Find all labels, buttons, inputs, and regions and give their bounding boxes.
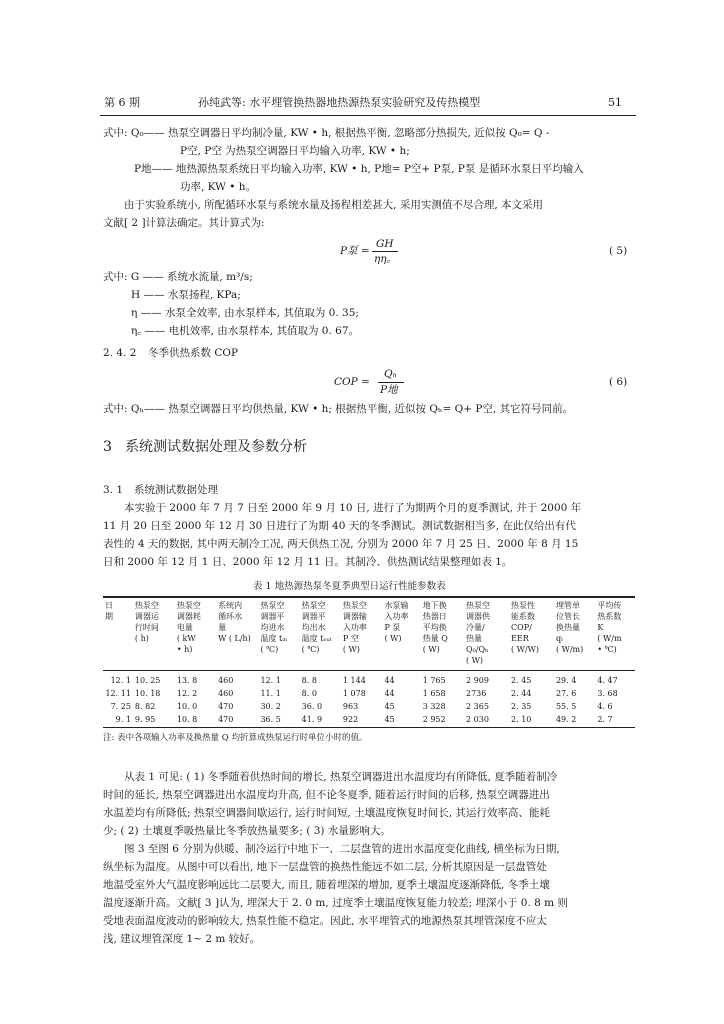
table-header-text: 循环水 (218, 612, 243, 621)
table-cell: 2. 10 (511, 715, 532, 724)
table-note: 注: 表中各项输入功率及换热量 Q 均折算成热泵运行时单位小时的值。 (103, 733, 368, 743)
table-cell: 1 144 (342, 676, 366, 685)
para5-line5: 受地表面温度波动的影响较大, 热泵性能不稳定。因此, 水平埋管式的地源热泵其埋管深度不应太 (103, 915, 547, 927)
table-cell: 11. 1 (260, 689, 281, 698)
table-header-text: 期 (105, 612, 113, 621)
table-header-text: ( W/m) (555, 645, 584, 654)
table-header-text: 调器运 (134, 612, 159, 621)
table-caption: 表 1 地热源热泵冬夏季典型日运行性能参数表 (253, 581, 446, 592)
table-header-text: ( W/m (597, 634, 622, 643)
eq5-number: ( 5) (609, 245, 628, 257)
table-cell: 2. 7 (597, 715, 613, 724)
table-header-text: 温度 tᵢₙ (260, 634, 288, 643)
table-header-text: EER (511, 634, 529, 643)
table-header-cell (258, 598, 299, 670)
table-cell: 44 (384, 689, 395, 698)
table-header-text: 调器平 (301, 612, 326, 621)
table-header-cell (595, 598, 635, 670)
table-header-text: K (597, 623, 604, 632)
table-header-text: P 泵 (384, 623, 401, 632)
table-header-text: ( kW (176, 634, 196, 643)
table-header-text: ( ℃) (260, 645, 279, 654)
table-cell: 4. 47 (597, 676, 618, 685)
para4-line2: 时间的延长, 热泵空调器进出水温度均升高, 但不论冬夏季, 随着运行时间的后移, 热泵空调器进出 (103, 789, 550, 801)
table-cell: 9. 95 (134, 715, 156, 724)
table-cell: 13. 8 (176, 676, 198, 685)
table-cell: 55. 5 (555, 702, 577, 711)
table-header-text: COP/ (511, 623, 532, 632)
table-header-text: 日 (105, 601, 113, 610)
table-header-text: 换热量 (555, 623, 580, 632)
table-cell: 10. 25 (134, 676, 161, 685)
table-row (103, 700, 635, 713)
running-header-title: 孙纯武等: 水平埋管换热器地热源热泵实验研究及传热模型 (198, 96, 481, 109)
para5-line6: 浅, 建议埋管深度 1~ 2 m 较好。 (103, 933, 261, 945)
running-header-issue: 第 6 期 (104, 96, 140, 109)
table-header-text: 入功率 (384, 612, 409, 621)
table-cell: 1 765 (422, 676, 446, 685)
table-header-text: 热器日 (422, 612, 447, 621)
table-header-text: • h) (176, 645, 193, 654)
table-header-text: 热泵性 (511, 601, 536, 610)
table-header-text: 埋管单 (555, 601, 580, 610)
subsection31-title: 系统测试数据处理 (134, 484, 218, 496)
eq6-number: ( 6) (609, 376, 628, 388)
table-header-cell (133, 598, 175, 670)
table-cell: 8. 82 (134, 702, 156, 711)
table-cell: 10. 18 (134, 689, 161, 698)
table-header-text: P 空 (342, 634, 359, 643)
table-cell: 10. 0 (176, 702, 198, 711)
table-header-text: 平均换 (422, 623, 447, 632)
table-header-text: ( W/W) (511, 645, 539, 654)
para3-line3: 表性的 4 天的数据, 其中两天制冷工况, 两天供热工况, 分别为 2000 年 7 月 25 日、2000 年 8 月 15 (103, 538, 579, 550)
table-header-row (103, 598, 635, 670)
table-header-text: ( h) (134, 634, 149, 643)
table-cell: 7. 25 (110, 702, 131, 711)
table-header-text: 行时间 (134, 623, 159, 632)
table-cell: 470 (218, 702, 234, 711)
table-header-text: 系统内 (218, 601, 243, 610)
table-cell: 2. 35 (511, 702, 532, 711)
table-header-text: • ℃) (597, 645, 617, 654)
table-cell: 44 (384, 676, 395, 685)
para1-line4: 功率, KW • h。 (180, 181, 257, 193)
table-header-text: ( ℃) (301, 645, 320, 654)
eq5-lhs: P泵 = (340, 245, 370, 257)
table-header-text: 平均传 (597, 601, 622, 610)
eq5-denominator: ηη꜀ (374, 253, 391, 265)
table-header-text: 热泵空 (260, 601, 285, 610)
eq6-denominator: P地 (380, 384, 398, 396)
table-header-cell (509, 598, 554, 670)
section-number: 3 (103, 439, 112, 455)
table-header-cell (382, 598, 420, 670)
table-header-text: 调器供 (466, 612, 490, 621)
table-header-text: ( W) (466, 656, 484, 665)
table-cell: 1 078 (342, 689, 366, 698)
table-header-text: W ( L/h) (218, 634, 251, 643)
table-header-text: ( W) (422, 645, 440, 654)
table-cell: 8. 8 (301, 676, 317, 685)
table-cell: 41. 9 (301, 715, 323, 724)
table-header-cell (554, 598, 595, 670)
table-header-text: 均出水 (301, 623, 326, 632)
para5-line3: 地温受室外大气温度影响远比二层要大, 而且, 随着埋深的增加, 夏季土壤温度逐渐降低, 冬季土壤 (103, 879, 550, 891)
performance-table (103, 598, 635, 726)
table-cell: 12. 11 (105, 689, 131, 698)
table-header-text: 水泵输 (384, 601, 409, 610)
para4-line4: 少; ( 2) 土壤夏季吸热量比冬季放热量要多; ( 3) 水量影响大。 (103, 825, 391, 837)
table-cell: 8. 0 (301, 689, 317, 698)
para1-line2: P空, P空 为热泵空调器日平均输入功率, KW • h; (180, 145, 410, 157)
table-cell: 3. 68 (597, 689, 618, 698)
subsection-number: 2. 4. 2 (103, 347, 137, 359)
para1-line6: 文献[ 2 ]计算法确定。其计算式为: (103, 217, 265, 229)
table-cell: 3 328 (422, 702, 446, 711)
table-cell: 2. 44 (511, 689, 532, 698)
table-header-text: ( W) (384, 634, 402, 643)
table-header-text: 温度 tₒᵤₜ (301, 634, 332, 643)
table-cell: 460 (218, 689, 234, 698)
table-cell: 30. 2 (260, 702, 281, 711)
table-cell: 922 (342, 715, 359, 724)
table-body (103, 670, 635, 726)
table-cell: 2 030 (466, 715, 489, 724)
para5-line2: 纵坐标为温度。从图中可以看出, 地下一层盘管的换热性能远不如二层, 分析其原因是一层盘管处 (103, 861, 547, 873)
table-header-cell (421, 598, 464, 670)
para4-line1: 从表 1 可见: ( 1) 冬季随着供热时间的增长, 热泵空调器进出水温度均有所降低, 夏季随着制冷 (124, 771, 558, 783)
eq6-lhs: COP = (334, 376, 370, 388)
section-title: 系统测试数据处理及参数分析 (125, 439, 307, 455)
table-cell: 10. 8 (176, 715, 198, 724)
table-row (103, 670, 635, 687)
page-number: 51 (608, 96, 622, 109)
header-rule (100, 115, 636, 116)
table-header-text: 量 (218, 623, 227, 632)
table-header-cell (216, 598, 258, 670)
table-cell: 29. 4 (555, 676, 577, 685)
table-header-text: 入功率 (342, 623, 367, 632)
table-cell: 963 (342, 702, 359, 711)
table-cell: 460 (218, 676, 234, 685)
table-cell: 2736 (466, 689, 487, 698)
table-header-cell (103, 598, 133, 670)
table-header-text: 热泵空 (176, 601, 201, 610)
table-header-text: 热泵空 (134, 601, 159, 610)
table-header-text: 热泵空 (466, 601, 490, 610)
table-header-text: 调器耗 (176, 612, 201, 621)
def-eta-c: η꜀ —— 电机效率, 由水泵样本, 其值取为 0. 67。 (131, 325, 360, 337)
para3-line1: 本实验于 2000 年 7 月 7 日至 2000 年 9 月 10 日, 进行了为期两个月的夏季测试, 并于 2000 年 (124, 502, 582, 514)
para2: 式中: Qₕ—— 热泵空调器日平均供热量, KW • h; 根据热平衡, 近似按 Qₕ= Q+ P空, 其它符号同前。 (103, 403, 574, 415)
table-header-text: 热量 (466, 634, 482, 643)
table-row (103, 713, 635, 726)
para1-line1: 式中: Q₀—— 热泵空调器日平均制冷量, KW • h, 根据热平衡, 忽略部分热损失, 近似按 Q₀= Q - (103, 127, 550, 139)
table-row (103, 687, 635, 700)
table-cell: 4. 6 (597, 702, 613, 711)
para1-line5: 由于实验系统小, 所配循环水泵与系统水量及扬程相差甚大, 采用实测值不尽合理, 本文采用 (124, 199, 544, 211)
table-cell: 49. 2 (555, 715, 577, 724)
table-header-text: 冷量/ (466, 623, 485, 632)
table-cell: 12. 1 (110, 676, 131, 685)
para5-line1: 图 3 至图 6 分别为供暖、制冷运行中地下一、二层盘管的进出水温度变化曲线, 横坐标为日期, (124, 843, 560, 855)
def-g: 式中: G —— 系统水流量, m³/s; (103, 271, 253, 283)
table-cell: 12. 1 (260, 676, 281, 685)
table-cell: 36. 5 (260, 715, 281, 724)
table-header-text: ( W) (342, 645, 360, 654)
table-cell: 1 658 (422, 689, 446, 698)
table-cell: 2 365 (466, 702, 489, 711)
table-header-text: 热泵空 (342, 601, 367, 610)
eq6-numerator: Qₕ (384, 368, 398, 380)
para1-line3: P地—— 地热源热泵系统日平均输入功率, KW • h, P地= P空+ P泵, P泵 是循环水泵日平均输入 (134, 163, 584, 175)
def-eta: η —— 水泵全效率, 由水泵样本, 其值取为 0. 35; (131, 307, 359, 319)
table-cell: 470 (218, 715, 234, 724)
table-header-text: 均进水 (260, 623, 285, 632)
subsection-title: 冬季供热系数 COP (148, 347, 239, 359)
table-header-text: 热量 Q (422, 634, 448, 643)
def-h: H —— 水泵扬程, KPa; (131, 289, 241, 301)
table-cell: 36. 0 (301, 702, 323, 711)
table-cell: 2 909 (466, 676, 489, 685)
table-header-cell (341, 598, 383, 670)
table-header-cell (464, 598, 509, 670)
para3-line4: 日和 2000 年 12 月 1 日、2000 年 12 月 11 日。其制冷、供热测试结果整理如表 1。 (103, 556, 513, 568)
table-cell: 9. 1 (115, 715, 131, 724)
table-cell: 27. 6 (555, 689, 577, 698)
table-header-text: 位管长 (555, 612, 580, 621)
table-header-cell (300, 598, 341, 670)
subsection31-number: 3. 1 (103, 484, 124, 496)
table-header-text: 调器平 (260, 612, 285, 621)
table-header-text: 热系数 (597, 612, 622, 621)
table-header-cell (175, 598, 216, 670)
para3-line2: 11 月 20 日至 2000 年 12 月 30 日进行了为期 40 天的冬季测试。测试数据相当多, 在此仅给出有代 (103, 520, 576, 532)
table-cell: 2 952 (422, 715, 446, 724)
table-header-text: 能系数 (511, 612, 536, 621)
table-cell: 12. 2 (176, 689, 198, 698)
table-cell: 45 (384, 702, 395, 711)
eq5-numerator: GH (376, 238, 394, 250)
table-header-text: qₗ (555, 634, 564, 643)
table-header-text: 热泵空 (301, 601, 326, 610)
table-header-text: 调器输 (342, 612, 367, 621)
table-cell: 2. 45 (511, 676, 532, 685)
table-header-text: Q₀/Qₕ (466, 645, 489, 654)
table-header-text: 地下换 (422, 601, 447, 610)
para4-line3: 水温差均有所降低; 热泵空调器间歇运行, 运行时间短, 土壤温度恢复时间长, 其运行效率高、能耗 (103, 807, 550, 819)
para5-line4: 温度逐渐升高。文献[ 3 ]认为, 埋深大于 2. 0 m, 过度季土壤温度恢复能力较差; 埋深小于 0. 8 m 则 (103, 897, 568, 909)
table-cell: 45 (384, 715, 395, 724)
table-mid-rule (103, 670, 635, 671)
table-header-text: 电量 (176, 623, 193, 632)
table-bottom-rule (103, 727, 635, 728)
